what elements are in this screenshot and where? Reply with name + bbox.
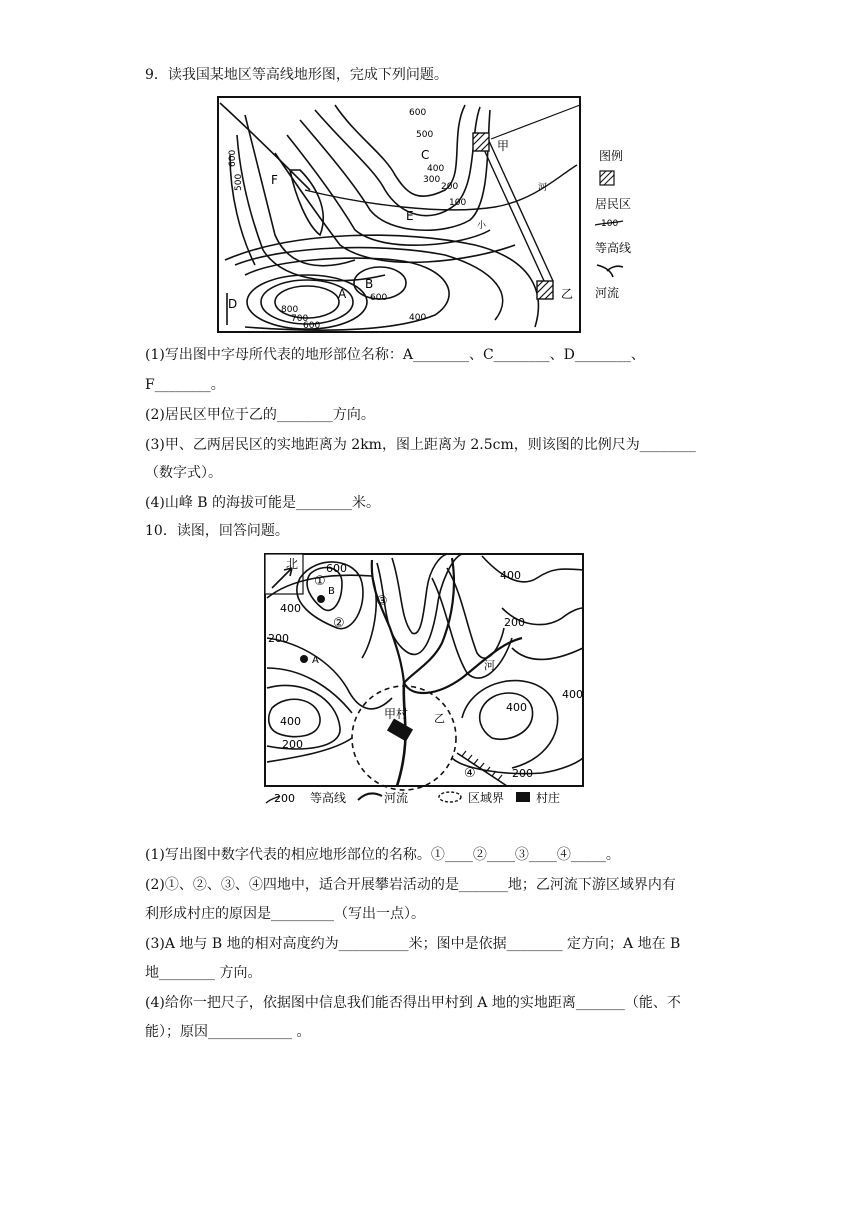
q9-sub3-line1: (3)甲、乙两居民区的实地距离为 2km，图上距离为 2.5cm，则该图的比例尺为________ (145, 437, 696, 453)
q9-place-jia: 甲 (497, 139, 510, 153)
q9-contour-map (215, 95, 645, 339)
q10-legend-river-icon (358, 793, 382, 800)
q10-contour-label: 400 (562, 688, 583, 701)
q9-letter-c: C (421, 148, 430, 162)
q9-contour-label: 700 (291, 314, 309, 324)
q10-contour-label: 400 (280, 602, 301, 615)
q9-sub4: (4)山峰 B 的海拔可能是________米。 (145, 495, 381, 511)
q10-river-char: 河 (484, 659, 495, 672)
q9-contour-label: 600 (409, 108, 427, 118)
q10-contour-label: 400 (500, 569, 521, 582)
q9-letter-e: E (406, 209, 414, 223)
q9-legend-residential-icon (600, 171, 614, 185)
q10-map-frame (265, 554, 583, 786)
q9-letter-a: A (338, 287, 347, 301)
q9-contour-label: 600 (303, 321, 321, 331)
q9-river-char: 小 (477, 221, 487, 231)
q10-legend-boundary-icon (439, 792, 461, 802)
q9-letter-f: F (271, 173, 278, 187)
q9-legend-river-icon (597, 265, 623, 277)
q10-sub1: (1)写出图中数字代表的相应地形部位的名称。①____②____③____④_____。 (145, 847, 620, 863)
q10-circled-2: ② (333, 616, 345, 631)
q10-contour-label: 600 (326, 562, 347, 575)
q9-legend-contour-value: 100 (601, 219, 619, 229)
q10-point-b-label: B (328, 586, 335, 597)
q10-contour-label: 400 (506, 701, 527, 714)
q10-legend-contour: 等高线 (310, 791, 347, 805)
q9-title: 9．读我国某地区等高线地形图，完成下列问题。 (145, 67, 448, 83)
q10-village-label: 甲村 (384, 707, 409, 721)
q10-circled-1: ① (314, 574, 326, 589)
q10-legend-river: 河流 (384, 791, 409, 805)
q9-sub2: (2)居民区甲位于乙的________方向。 (145, 407, 375, 423)
q10-legend-village: 村庄 (536, 791, 561, 805)
q10-contour-label: 200 (282, 738, 303, 751)
q10-title: 10．读图，回答问题。 (145, 523, 289, 539)
q10-legend-village-icon (516, 792, 530, 802)
q10-sub2-line1: (2)①、②、③、④四地中，适合开展攀岩活动的是_______地；乙河流下游区域界内有 (145, 877, 676, 893)
q9-contour-label: 600 (228, 149, 238, 167)
q10-legend-boundary: 区域界 (468, 791, 505, 805)
q10-sub3-line2: 地________ 方向。 (145, 965, 262, 981)
q9-contour-label: 100 (449, 198, 467, 208)
q9-sub3-line2: （数字式）。 (145, 465, 222, 481)
q9-contour-label: 200 (441, 182, 459, 192)
q9-legend-title: 图例 (599, 149, 624, 163)
q9-legend-contour: 等高线 (595, 241, 632, 255)
q10-circled-4: ④ (464, 766, 476, 781)
q10-point-a-dot (300, 655, 308, 663)
q9-sub1-line1: (1)写出图中字母所代表的地形部位名称：A________、C________、D________、 (145, 347, 645, 363)
q10-point-b-dot (317, 595, 325, 603)
q10-sub3-line1: (3)A 地与 B 地的相对高度约为__________米；图中是依据________ 定方向；A 地在 B (145, 936, 681, 952)
q10-contour-label: 200 (512, 767, 533, 780)
q9-contour-label: 400 (409, 313, 427, 323)
q10-sub2-line2: 利形成村庄的原因是_________（写出一点）。 (145, 906, 425, 922)
q9-contour-label: 400 (427, 164, 445, 174)
q10-north-label: 北 (286, 557, 299, 571)
q10-contour-label: 200 (504, 616, 525, 629)
q9-place-yi: 乙 (561, 287, 574, 301)
q10-legend-contour-value: 200 (274, 792, 295, 805)
q10-sub4-line2: 能）；原因____________ 。 (145, 1024, 311, 1040)
q9-map-frame (218, 97, 580, 332)
q9-contour-label: 500 (234, 173, 244, 191)
q9-contour-label: 300 (423, 175, 441, 185)
q10-river-name: 乙 (434, 712, 445, 725)
q10-point-a-label: A (312, 655, 319, 666)
q9-legend-residential: 居民区 (595, 197, 632, 211)
q9-sub1-line2: F________。 (145, 377, 225, 393)
q9-contour-label: 800 (281, 305, 299, 315)
q10-contour-label: 400 (280, 715, 301, 728)
q9-river-char: 河 (538, 183, 548, 193)
q9-letter-b: B (365, 277, 374, 291)
q10-contour-map (262, 548, 592, 814)
q9-legend-river: 河流 (595, 286, 620, 300)
q9-contour-label: 600 (370, 293, 388, 303)
q10-circled-3: ③ (376, 594, 388, 609)
q10-sub4-line1: (4)给你一把尺子，依据图中信息我们能否得出甲村到 A 地的实地距离_______（能、不 (145, 995, 681, 1011)
q9-letter-d: D (228, 297, 238, 311)
q9-contour-label: 500 (416, 130, 434, 140)
q10-contour-label: 200 (268, 632, 289, 645)
